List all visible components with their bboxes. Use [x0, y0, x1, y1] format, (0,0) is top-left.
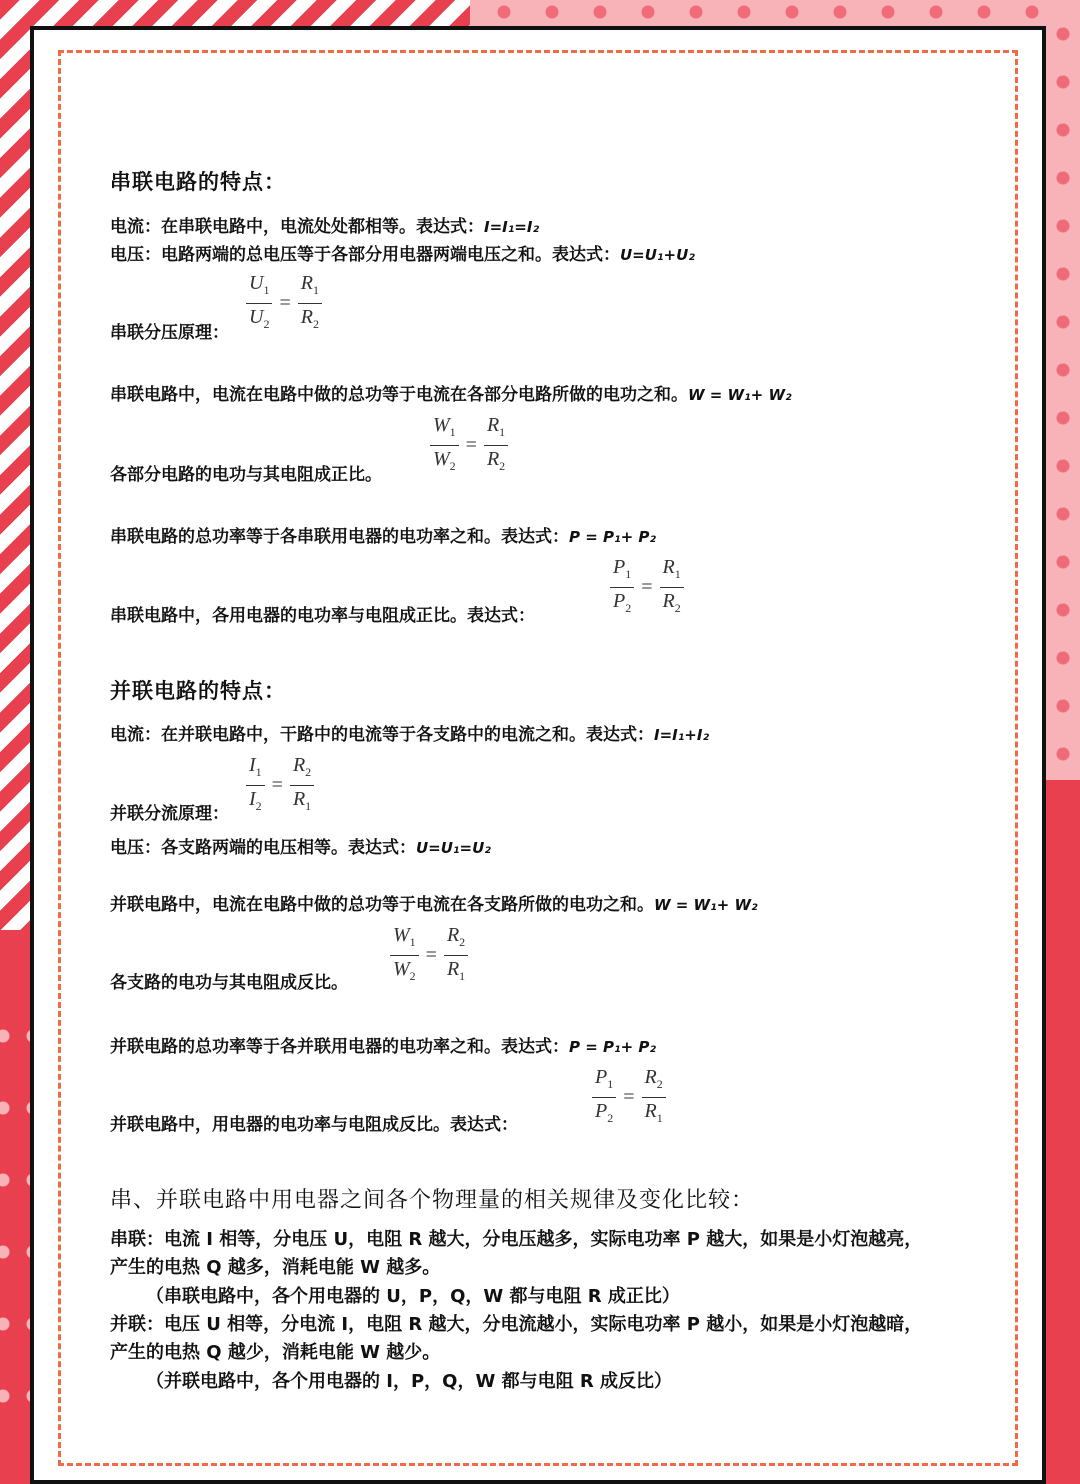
series-divider-label: 串联分压原理： — [110, 323, 229, 343]
series-current — [110, 212, 539, 237]
series-current-label: 电流：在串联电路中，电流处处都相等。表达式： — [110, 217, 484, 237]
series-title: 串联电路的特点： — [110, 170, 286, 194]
compare-parallel-text: 并联：电压 U 相等，分电流 I，电阻 R 越大，分电流越小，实际电功率 P 越小，如果是小灯泡越暗，产生的电热 Q 越少，消耗电能 W 越少。 — [110, 1314, 923, 1363]
parallel-work — [110, 890, 758, 915]
series-power — [110, 522, 656, 547]
series-work-ratio-label: 各部分电路的电功与其电阻成正比。 — [110, 465, 382, 485]
compare-series-text: 串联：电流 I 相等，分电压 U，电阻 R 越大，分电压越多，实际电功率 P 越大，如果是小灯泡越亮，产生的电热 Q 越多，消耗电能 W 越多。 — [110, 1229, 923, 1278]
series-power-formula: P = P₁+ P₂ — [569, 528, 656, 546]
series-power-ratio-label: 串联电路中，各用电器的电功率与电阻成正比。表达式： — [110, 606, 535, 626]
parallel-divider-formula: $\frac{I_1}{I_2}$ = $\frac{R_2}{R_1}$ — [246, 752, 314, 819]
series-power-label: 串联电路的总功率等于各串联用电器的电功率之和。表达式： — [110, 527, 569, 547]
parallel-title: 并联电路的特点： — [110, 679, 286, 703]
parallel-divider-label: 并联分流原理： — [110, 804, 229, 824]
series-work-formula: W = W₁+ W₂ — [688, 386, 792, 404]
compare-title: 串、并联电路中用电器之间各个物理量的相关规律及变化比较： — [110, 1188, 755, 1213]
parallel-current — [110, 720, 709, 745]
parallel-voltage-formula: U=U₁=U₂ — [416, 839, 491, 857]
left-dots-decoration — [0, 1000, 30, 1460]
series-current-formula: I=I₁=I₂ — [484, 218, 540, 236]
parallel-current-formula: I=I₁+I₂ — [654, 726, 710, 744]
parallel-power-ratio-label: 并联电路中，用电器的电功率与电阻成反比。表达式： — [110, 1115, 518, 1135]
parallel-voltage-label: 电压：各支路两端的电压相等。表达式： — [110, 838, 416, 858]
right-red-decoration — [1046, 780, 1080, 1484]
parallel-power — [110, 1032, 656, 1057]
series-voltage-label: 电压：电路两端的总电压等于各部分用电器两端电压之和。表达式： — [110, 245, 620, 265]
parallel-work-ratio-label: 各支路的电功与其电阻成反比。 — [110, 973, 348, 993]
series-work — [110, 380, 792, 405]
parallel-power-label: 并联电路的总功率等于各并联用电器的电功率之和。表达式： — [110, 1037, 569, 1057]
series-divider-formula: $\frac{U_1}{U_2}$ = $\frac{R_1}{R_2}$ — [246, 270, 322, 337]
parallel-work-label: 并联电路中，电流在电路中做的总功等于电流在各支路所做的电功之和。 — [110, 895, 654, 915]
series-work-ratio-formula: $\frac{W_1}{W_2}$ = $\frac{R_1}{R_2}$ — [430, 412, 508, 479]
parallel-work-formula: W = W₁+ W₂ — [654, 896, 758, 914]
series-voltage — [110, 240, 695, 265]
parallel-work-ratio-formula: $\frac{W_1}{W_2}$ = $\frac{R_2}{R_1}$ — [390, 922, 468, 989]
series-work-label: 串联电路中，电流在电路中做的总功等于电流在各部分电路所做的电功之和。 — [110, 385, 688, 405]
parallel-current-label: 电流：在并联电路中，干路中的电流等于各支路中的电流之和。表达式： — [110, 725, 654, 745]
series-power-ratio-formula: $\frac{P_1}{P_2}$ = $\frac{R_1}{R_2}$ — [610, 554, 684, 621]
document-card — [30, 26, 1046, 1484]
parallel-power-formula: P = P₁+ P₂ — [569, 1038, 656, 1056]
compare-parallel-note: （并联电路中，各个用电器的 I，P，Q，W 都与电阻 R 成反比） — [146, 1371, 672, 1392]
compare-series-note: （串联电路中，各个用电器的 U，P，Q，W 都与电阻 R 成正比） — [146, 1286, 680, 1307]
parallel-power-ratio-formula: $\frac{P_1}{P_2}$ = $\frac{R_2}{R_1}$ — [592, 1064, 666, 1131]
series-voltage-formula: U=U₁+U₂ — [620, 246, 695, 264]
parallel-voltage — [110, 833, 491, 858]
